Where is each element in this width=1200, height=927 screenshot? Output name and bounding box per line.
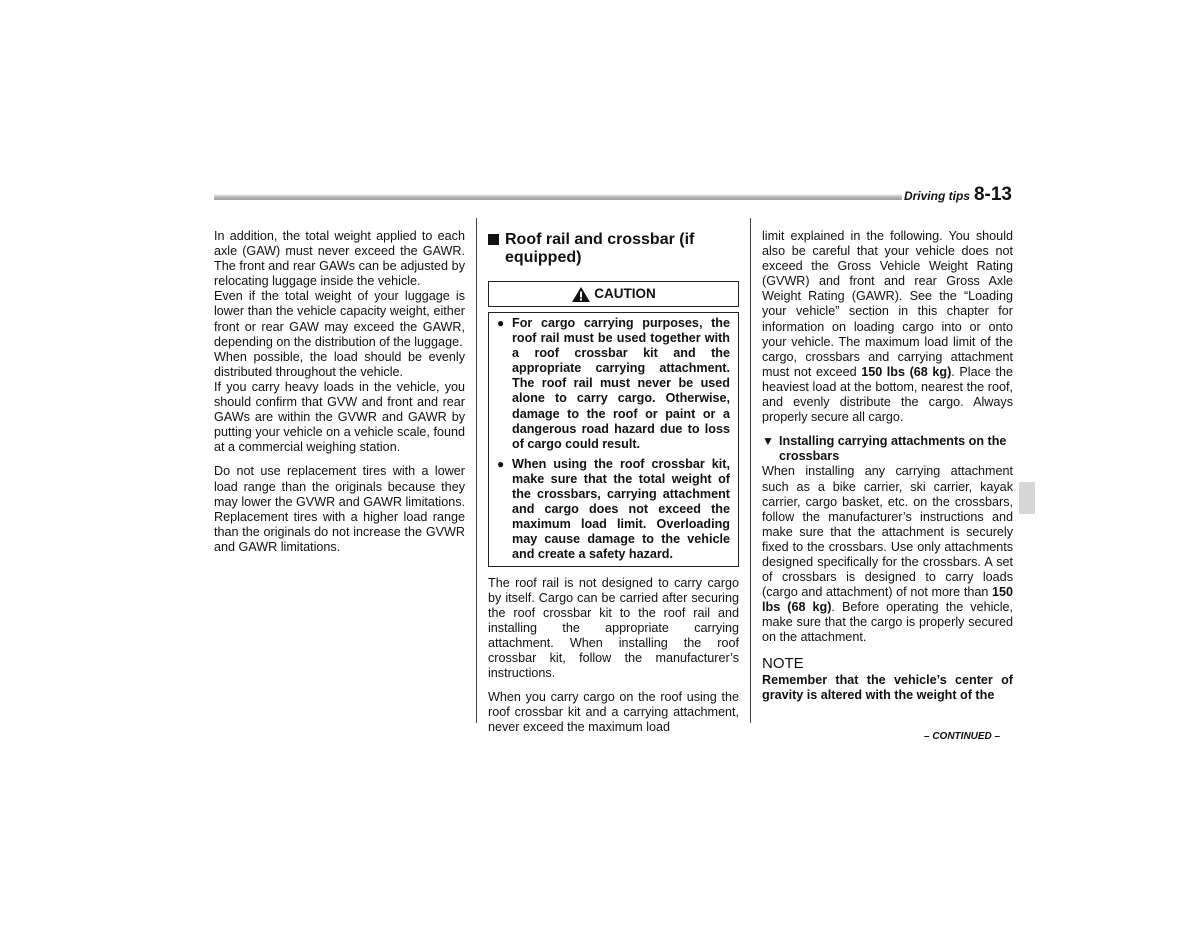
section-heading-text: Roof rail and crossbar (if equipped) — [505, 231, 695, 266]
paragraph: Do not use replacement tires with a lower load range than the originals because they may lower the GVWR and GAWR limitations. Replacement tires with a higher load range than the originals do not increase the GVWR and GAWR limitations. — [214, 464, 465, 554]
caution-label: CAUTION — [594, 286, 656, 302]
paragraph: In addition, the total weight applied to each axle (GAW) must never exceed the GAWR. The front and rear GAWs can be adjusted by relocating luggage inside the vehicle. — [214, 229, 465, 289]
bullet-dot-icon: ● — [497, 316, 505, 330]
column-middle — [488, 229, 739, 735]
paragraph: When you carry cargo on the roof using the roof crossbar kit and a carrying attachment, never exceed the maximum load — [488, 690, 739, 735]
paragraph: The roof rail is not designed to carry cargo by itself. Cargo can be carried after securing the roof crossbar kit to the roof rail and installing the appropriate carrying attachment. When installing the roof crossbar kit, follow the manufacturer’s instructions. — [488, 575, 739, 681]
paragraph: When possible, the load should be evenly distributed throughout the vehicle. — [214, 349, 465, 379]
page-number: 8-13 — [973, 184, 1012, 205]
continued-label: – CONTINUED – — [924, 731, 1001, 742]
paragraph: Even if the total weight of your luggage is lower than the vehicle capacity weight, either front or rear GAW may exceed the GAWR, depending on the distribution of the luggage. — [214, 289, 465, 349]
warning-triangle-icon — [571, 286, 591, 303]
sub-heading-text: Installing carrying attachments on the crossbars — [779, 434, 1007, 464]
down-triangle-icon: ▼ — [762, 434, 774, 449]
paragraph — [762, 464, 1013, 645]
caution-box — [488, 312, 739, 567]
caution-item-text: For cargo carrying purposes, the roof rail must be used together with a roof crossbar kit and the appropriate carrying attachment. The roof rail must never be used alone to carry cargo. Otherwise, damage to the roof or paint or a dangerous road hazard due to loss of cargo could result. — [512, 316, 730, 451]
column-left — [214, 229, 465, 555]
text-run: . Before operating the vehicle, make sure that the cargo is properly secured on the attachment. — [762, 600, 1013, 645]
caution-item — [497, 457, 730, 563]
text-run: . Place the heaviest load at the bottom, nearest the roof, and evenly distribute the cargo. Always properly secure all cargo. — [762, 364, 1013, 425]
caution-item — [497, 316, 730, 452]
section-title: Driving tips — [903, 189, 970, 203]
load-limit-value: 150 lbs (68 kg) — [861, 364, 952, 379]
bullet-dot-icon: ● — [497, 456, 505, 471]
caution-item-text: When using the roof crossbar kit, make sure that the total weight of the crossbars, carrying attachment and cargo does not exceed the maximum load limit. Overloading may cause damage to the vehicle and create a safety hazard. — [512, 456, 730, 562]
paragraph — [762, 229, 1013, 425]
column-divider — [750, 218, 751, 723]
column-right — [762, 229, 1013, 703]
sub-heading — [762, 434, 1013, 464]
text-run: When installing any carrying attachment such as a bike carrier, ski carrier, kayak carrier, cargo basket, etc. on the crossbars, follow the manufacturer’s instructions and make sure that the attachment is securely fixed to the crossbars. Use only attachments designed specifically for the crossbars. A set of crossbars is designed to carry loads (cargo and attachment) of not more than — [762, 464, 1013, 600]
caution-header — [488, 281, 739, 307]
note-text: Remember that the vehicle’s center of gravity is altered with the weight of the — [762, 672, 1013, 702]
running-header — [904, 184, 1012, 206]
chapter-side-tab — [1019, 482, 1035, 514]
note-title: NOTE — [762, 654, 804, 672]
load-limit-value: 150 lbs (68 kg) — [762, 585, 1013, 615]
header-rule — [214, 194, 902, 200]
column-divider — [476, 218, 477, 723]
section-heading — [488, 231, 739, 267]
square-bullet-icon — [488, 234, 499, 245]
text-run: limit explained in the following. You should also be careful that your vehicle does not exceed the Gross Vehicle Weight Rating (GVWR) and front and rear Gross Axle Weight Rating (GAWR). See the “Loading your vehicle” section in this chapter for information on loading cargo into or onto your vehicle. The maximum load limit of the cargo, crossbars and carrying attachment must not exceed — [762, 229, 1013, 379]
paragraph: If you carry heavy loads in the vehicle, you should confirm that GVW and front and rear GAWs are within the GVWR and GAWR by putting your vehicle on a vehicle scale, found at a commercial weighing station. — [214, 379, 465, 455]
